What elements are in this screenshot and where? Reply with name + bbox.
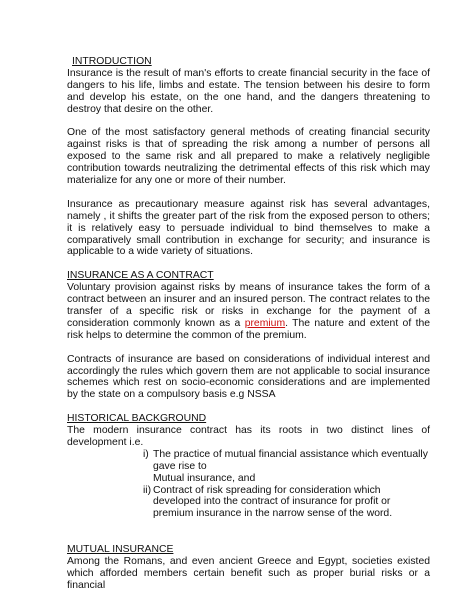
- spacer: [67, 520, 430, 532]
- introduction-paragraph-1: Insurance is the result of man's efforts to create financial security in the face of dangers to his life, limbs and estate. The tension between his desire to form and develop his estate, on the one hand, and the dangers threatening to destroy that desire on the other.: [67, 67, 430, 115]
- list-item-continuation: Mutual insurance, and: [153, 472, 256, 484]
- premium-link[interactable]: premium: [244, 317, 286, 329]
- contract-text-before-link: Voluntary provision against risks by means of insurance takes the form of a contract between an insurer and an insured person. The contract relates to the transfer of a specific risk or risks in exchange for the payment of a consideration commonly known as a: [67, 282, 430, 329]
- list-item-text: [153, 449, 430, 485]
- list-item: [67, 449, 430, 485]
- mutual-heading: MUTUAL INSURANCE: [67, 544, 174, 556]
- list-marker: i): [143, 448, 149, 460]
- spacer: [67, 116, 430, 128]
- history-intro: The modern insurance contract has its roots in two distinct lines of development i.e.: [67, 425, 430, 448]
- list-item: [67, 485, 430, 521]
- contract-paragraph-2: Contracts of insurance are based on considerations of individual interest and accordingly the rules which govern them are not applicable to social insurance schemes which rest on socio-economic considerations and are implemented by the state on a compulsory basis e.g NSSA: [67, 353, 430, 401]
- introduction-paragraph-3: Insurance as precautionary measure against risk has several advantages, namely , it shifts the greater part of the risk from the exposed person to others; it is relatively easy to persuade individual to bind themselves to make a comparatively small contribution in exchange for security; and insurance is applicable to a wide variety of situations.: [67, 198, 430, 258]
- contract-heading: INSURANCE AS A CONTRACT: [67, 270, 214, 282]
- spacer: [67, 401, 430, 413]
- list-marker: ii): [143, 484, 152, 496]
- spacer: [67, 258, 430, 270]
- list-item-text: [153, 485, 430, 521]
- spacer: [67, 187, 430, 199]
- list-item-main: The practice of mutual financial assistance which eventually gave rise to: [153, 448, 428, 472]
- list-item-main: Contract of risk spreading for consideration which developed into the contract of insurance for profit or premium insurance in the narrow sense of the word.: [153, 484, 393, 520]
- contract-text-after-link: . The nature and extent of the risk helps to determine the common of the premium.: [67, 317, 431, 341]
- spacer: [67, 532, 430, 544]
- introduction-paragraph-2: One of the most satisfactory general methods of creating financial security against risks is that of spreading the risk among a number of persons all exposed to the same risk and all prepared to make a relatively negligible contribution towards neutralizing the detrimental effects of this risk which may materialize for any one or more of their number.: [67, 127, 430, 187]
- contract-paragraph-1: [67, 282, 430, 342]
- mutual-paragraph: Among the Romans, and even ancient Greece and Egypt, societies existed which afforded members certain benefit such as proper burial risks or a financial: [67, 555, 430, 591]
- spacer: [67, 342, 430, 354]
- introduction-heading: INTRODUCTION: [72, 56, 152, 67]
- history-list: [67, 449, 430, 520]
- history-heading: HISTORICAL BACKGROUND: [67, 413, 207, 425]
- document-page: [67, 56, 430, 592]
